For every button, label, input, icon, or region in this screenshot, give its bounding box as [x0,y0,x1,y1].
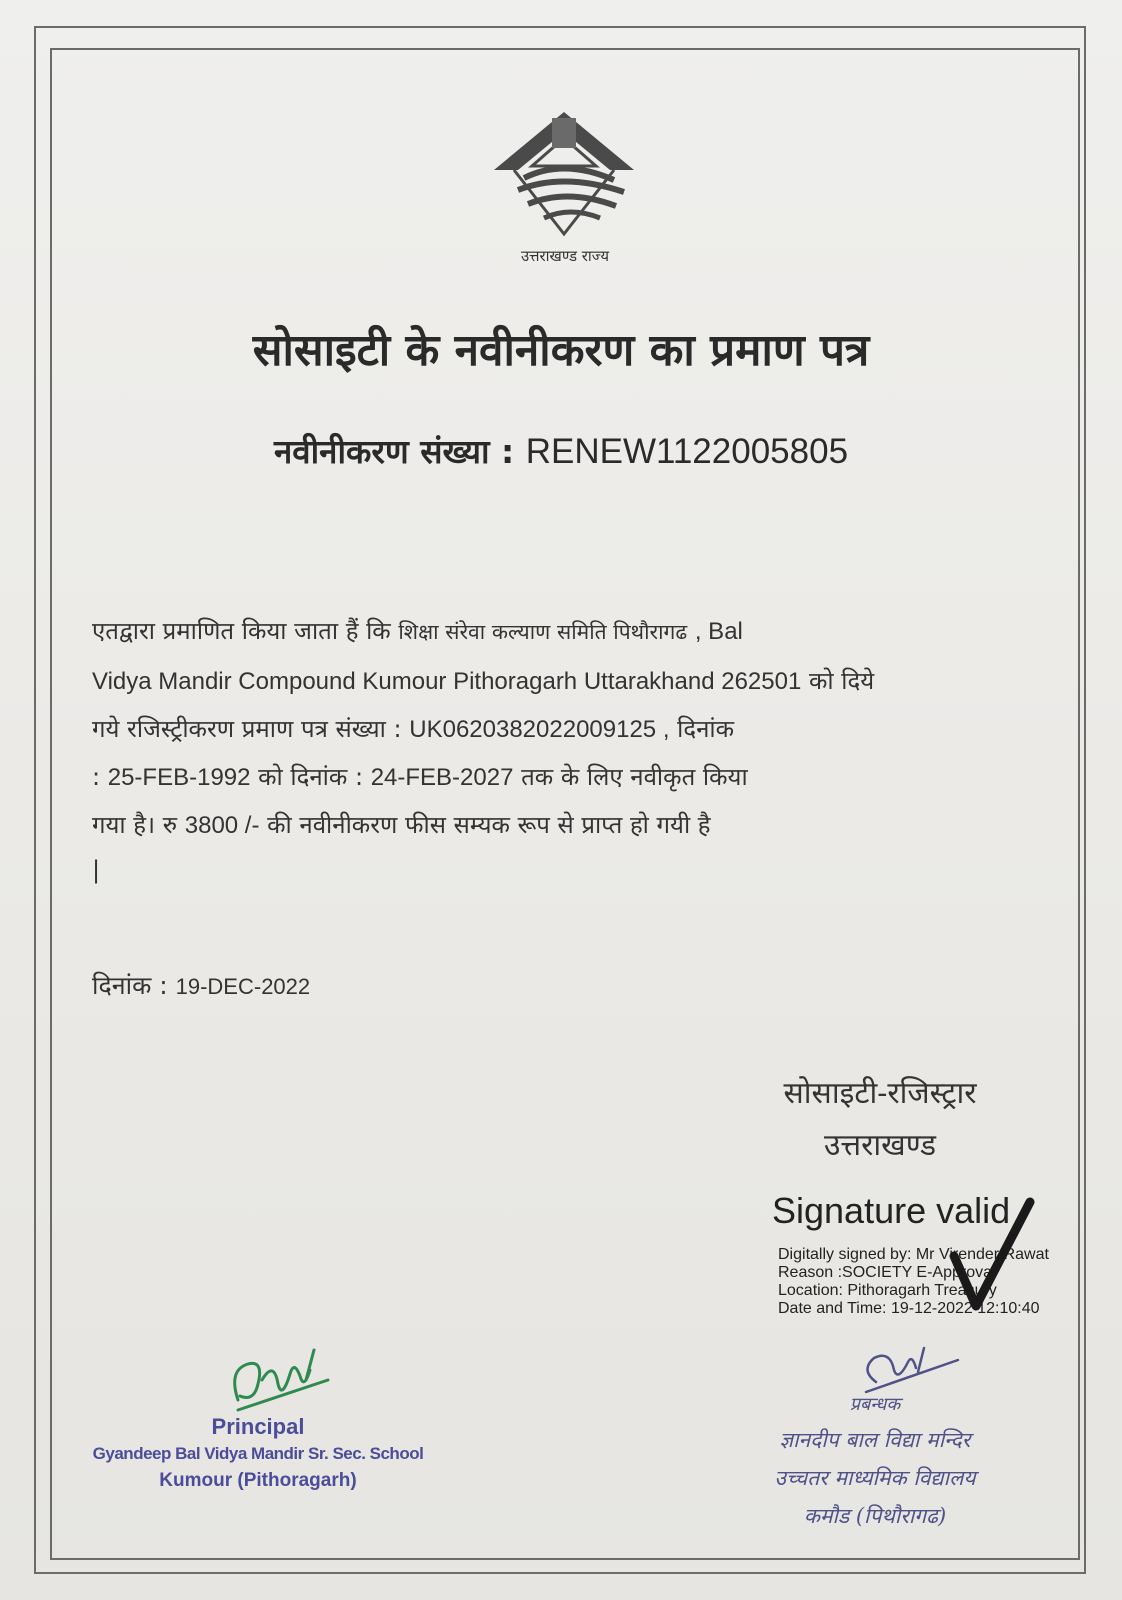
body-text: तक के लिए नवीकृत किया [521,763,748,791]
sign-datetime: Date and Time: 19-12-2022 12:10:40 [778,1300,1040,1317]
uttarakhand-emblem-icon [484,108,644,238]
body-line-4 [92,760,748,793]
society-name: शिक्षा संरेवा कल्याण समिति पिथौरागढ [398,620,688,644]
manager-place: कमौड (पिथौरागढ) [803,1504,947,1528]
body-text: दिनांक [677,715,735,743]
body-text: को दिये [808,667,875,695]
renewal-fee: 3800 /- [184,812,260,839]
manager-stamp [740,1392,1010,1530]
principal-stamp [86,1414,430,1492]
body-text: गया है। रु [92,811,178,839]
manager-school-line-2: उच्चतर माध्यमिक विद्यालय [774,1466,976,1490]
principal-school: Gyandeep Bal Vidya Mandir Sr. Sec. School [92,1444,424,1463]
registrar-state: उत्तराखण्ड [823,1128,937,1163]
valid-to-date: 24-FEB-2027 [370,764,514,791]
society-address: Vidya Mandir Compound Kumour Pithoragarh Uttarakhand 262501 [92,668,802,695]
body-text: , Bal [694,618,743,645]
renewal-number: RENEW1122005805 [525,432,849,471]
valid-from-date: 25-FEB-1992 [107,764,251,791]
body-text: एतद्वारा प्रमाणित किया जाता हैं कि [92,617,391,645]
body-line-5 [92,808,711,841]
checkmark-icon [946,1196,1036,1336]
body-line-3 [92,712,734,745]
date-value: 19-DEC-2022 [175,974,311,999]
manager-school-line-1: ज्ञानदीप बाल विद्या मन्दिर [779,1428,971,1452]
renewal-number-line [60,428,1062,473]
body-text: गये रजिस्ट्रीकरण प्रमाण पत्र संख्या : [92,715,402,743]
date-label: दिनांक : [92,971,168,1000]
body-text: को दिनांक : [258,763,364,791]
registration-number: UK0620382022009125 , [409,716,670,743]
principal-signature-icon [218,1340,338,1420]
emblem-caption: उत्तराखण्ड राज्य [520,247,610,265]
sign-location: Location: Pithoragarh Treasury [778,1282,997,1299]
issue-date [92,968,310,1002]
manager-title: प्रबन्धक [849,1394,901,1415]
principal-place: Kumour (Pithoragarh) [159,1470,357,1491]
body-line-6: | [92,856,101,884]
signed-by: Digitally signed by: Mr Virender Rawat [778,1246,1049,1263]
body-line-1 [92,614,743,647]
renewal-label: नवीनीकरण संख्या : [273,432,515,471]
certificate-title: सोसाइटी के नवीनीकरण का प्रमाण पत्र [252,325,870,376]
signature-status: Signature valid [772,1190,1011,1231]
body-line-2 [92,664,874,697]
registrar-block [740,1068,1020,1172]
body-text: : [92,763,101,791]
sign-reason: Reason :SOCIETY E-Approval [778,1264,996,1281]
inner-border [50,48,1080,1560]
body-text: की नवीनीकरण फीस सम्यक रूप से प्राप्त हो गयी है [267,811,711,839]
registrar-title: सोसाइटी-रजिस्ट्रार [783,1076,977,1111]
principal-title: Principal [211,1414,305,1439]
